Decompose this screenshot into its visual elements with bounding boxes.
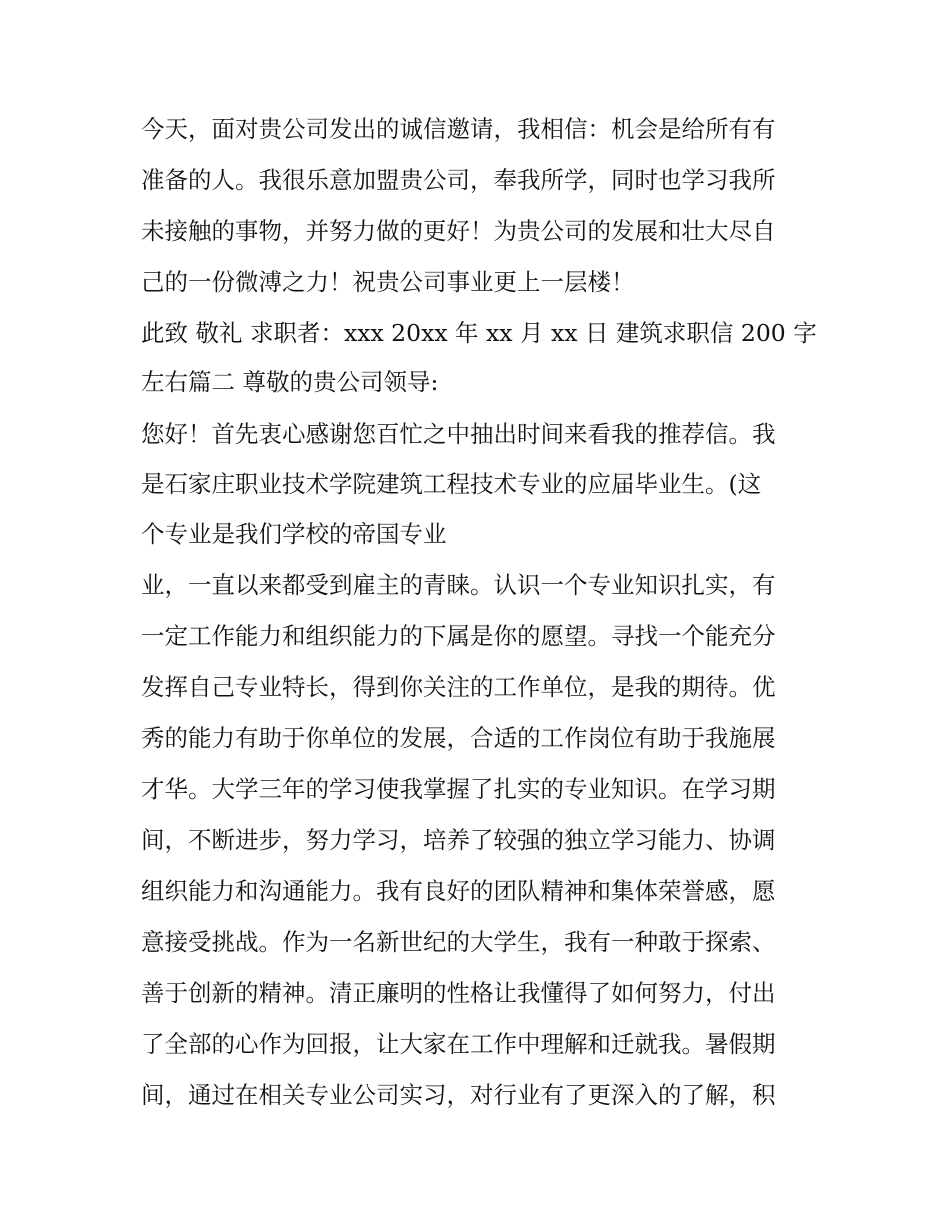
text-line: 善于创新的精神。清正廉明的性格让我懂得了如何努力，付出 <box>141 979 776 1007</box>
text-line: 才华。大学三年的学习使我掌握了扎实的专业知识。在学习期 <box>141 775 776 803</box>
text-line: 间，不断进步，努力学习，培养了较强的独立学习能力、协调 <box>141 826 776 854</box>
text-line: 发挥自己专业特长，得到你关注的工作单位，是我的期待。优 <box>141 673 776 701</box>
text-line: 此致 敬礼 求职者：xxx 20xx 年 xx 月 xx 日 建筑求职信 200 字 <box>141 319 817 347</box>
text-line: 您好！首先衷心感谢您百忙之中抽出时间来看我的推荐信。我 <box>141 420 776 448</box>
text-line: 个专业是我们学校的帝国专业 <box>141 520 447 548</box>
text-line: 一定工作能力和组织能力的下属是你的愿望。寻找一个能充分 <box>141 622 776 650</box>
text-line: 业，一直以来都受到雇主的青睐。认识一个专业知识扎实，有 <box>141 571 776 599</box>
text-line: 秀的能力有助于你单位的发展，合适的工作岗位有助于我施展 <box>141 724 776 752</box>
text-line: 组织能力和沟通能力。我有良好的团队精神和集体荣誉感，愿 <box>141 877 776 905</box>
text-line: 意接受挑战。作为一名新世纪的大学生，我有一种敢于探索、 <box>141 928 776 956</box>
text-line: 左右篇二 尊敬的贵公司领导: <box>141 368 439 396</box>
text-line: 未接触的事物，并努力做的更好！为贵公司的发展和壮大尽自 <box>141 217 776 245</box>
text-line: 今天，面对贵公司发出的诚信邀请，我相信：机会是给所有有 <box>141 115 776 143</box>
text-line: 准备的人。我很乐意加盟贵公司，奉我所学，同时也学习我所 <box>141 166 776 194</box>
text-line: 是石家庄职业技术学院建筑工程技术专业的应届毕业生。(这 <box>141 470 762 498</box>
text-line: 己的一份微溥之力！祝贵公司事业更上一层楼！ <box>141 268 635 296</box>
text-line: 间，通过在相关专业公司实习，对行业有了更深入的了解，积 <box>141 1081 776 1109</box>
text-line: 了全部的心作为回报，让大家在工作中理解和迁就我。暑假期 <box>141 1030 776 1058</box>
